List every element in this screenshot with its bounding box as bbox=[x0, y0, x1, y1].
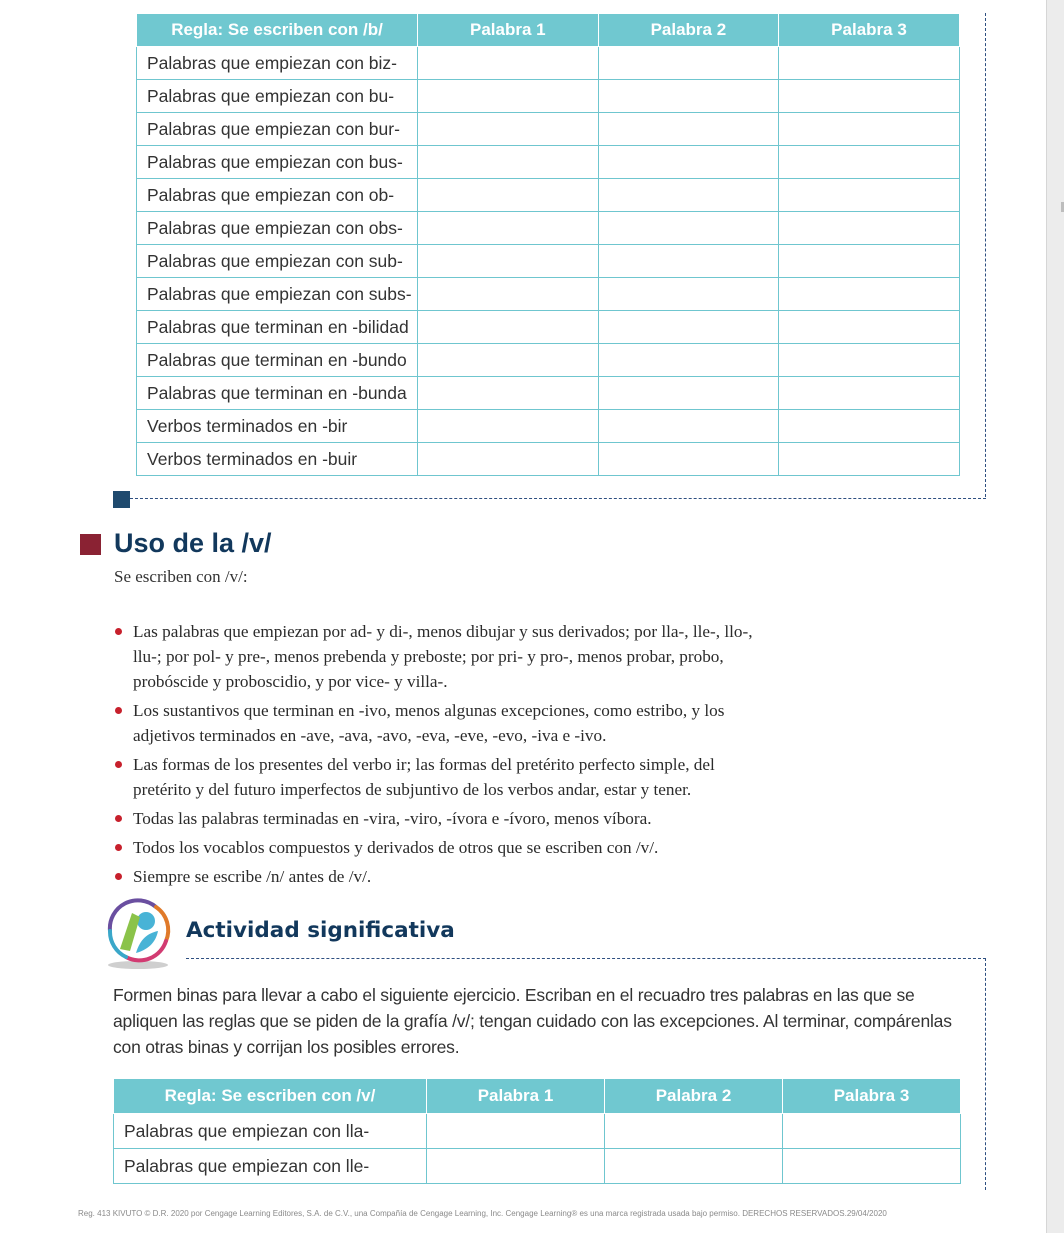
answer-cell[interactable] bbox=[598, 179, 779, 212]
rule-cell: Palabras que empiezan con bur- bbox=[137, 113, 418, 146]
answer-cell[interactable] bbox=[779, 47, 960, 80]
rule-cell: Palabras que empiezan con bus- bbox=[137, 146, 418, 179]
answer-cell[interactable] bbox=[779, 146, 960, 179]
rule-cell: Palabras que empiezan con biz- bbox=[137, 47, 418, 80]
table-row bbox=[137, 146, 960, 179]
table-row bbox=[137, 80, 960, 113]
rule-text: Siempre se escribe /n/ antes de /v/. bbox=[133, 867, 372, 886]
list-item bbox=[113, 806, 763, 831]
answer-cell[interactable] bbox=[418, 146, 599, 179]
answer-cell[interactable] bbox=[779, 212, 960, 245]
answer-cell[interactable] bbox=[598, 47, 779, 80]
bullet-icon bbox=[115, 873, 122, 880]
copyright-footer: Reg. 413 KIVUTO © D.R. 2020 por Cengage Learning Editores, S.A. de C.V., una Compañía de Cengage Learning, Inc. Cengage Learning® es una marca registrada usada bajo permiso. DERECHOS RESERVADOS.29/04/2020 bbox=[78, 1209, 887, 1218]
table-row bbox=[137, 47, 960, 80]
answer-cell[interactable] bbox=[418, 344, 599, 377]
answer-cell[interactable] bbox=[418, 311, 599, 344]
list-item bbox=[113, 619, 763, 694]
rule-cell: Palabras que empiezan con ob- bbox=[137, 179, 418, 212]
list-item bbox=[113, 864, 763, 889]
answer-cell[interactable] bbox=[418, 245, 599, 278]
activity-instructions: Formen binas para llevar a cabo el siguiente ejercicio. Escriban en el recuadro tres palabras en las que se apliquen las reglas que se piden de la grafía /v/; tengan cuidado con las excepciones. Al terminar, compárenlas con otras binas y corrijan los posibles errores. bbox=[113, 985, 952, 1057]
rule-text: Todas las palabras terminadas en -vira, -viro, -ívora e -ívoro, menos víbora. bbox=[133, 809, 652, 828]
table-row bbox=[137, 344, 960, 377]
answer-cell[interactable] bbox=[783, 1149, 961, 1184]
frame-line bbox=[130, 498, 986, 499]
list-item bbox=[113, 835, 763, 860]
rule-cell: Palabras que terminan en -bunda bbox=[137, 377, 418, 410]
rule-cell: Verbos terminados en -buir bbox=[137, 443, 418, 476]
rule-cell: Palabras que empiezan con lle- bbox=[114, 1149, 427, 1184]
answer-cell[interactable] bbox=[598, 278, 779, 311]
answer-cell[interactable] bbox=[779, 113, 960, 146]
table-header-row bbox=[137, 14, 960, 47]
answer-cell[interactable] bbox=[598, 80, 779, 113]
answer-cell[interactable] bbox=[779, 278, 960, 311]
answer-cell[interactable] bbox=[779, 443, 960, 476]
table-v-rules bbox=[113, 1078, 961, 1184]
activity-divider bbox=[186, 958, 986, 959]
rule-text: Los sustantivos que terminan en -ivo, menos algunas excepciones, como estribo, y los adjetivos terminados en -ave, -ava, -avo, -eva, -eve, -evo, -iva e -ivo. bbox=[133, 701, 725, 745]
rule-text: Las palabras que empiezan por ad- y di-, menos dibujar y sus derivados; por lla-, lle-, llo-, llu-; por pol- y pre-, menos prebenda y preboste; por pri- y pro-, menos probar, probo, probóscide y proboscidio, y por vice- y villa-. bbox=[133, 622, 753, 691]
answer-cell[interactable] bbox=[598, 146, 779, 179]
answer-cell[interactable] bbox=[598, 443, 779, 476]
table-row bbox=[137, 443, 960, 476]
rule-cell: Palabras que empiezan con bu- bbox=[137, 80, 418, 113]
frame-line bbox=[985, 13, 986, 497]
answer-cell[interactable] bbox=[418, 113, 599, 146]
header-word-2: Palabra 2 bbox=[598, 14, 779, 47]
answer-cell[interactable] bbox=[598, 377, 779, 410]
answer-cell[interactable] bbox=[779, 311, 960, 344]
bullet-icon bbox=[115, 707, 122, 714]
header-rule: Regla: Se escriben con /b/ bbox=[137, 14, 418, 47]
table-row bbox=[137, 212, 960, 245]
table-row bbox=[137, 113, 960, 146]
table-header-row bbox=[114, 1079, 961, 1114]
table-row bbox=[137, 377, 960, 410]
header-word-3: Palabra 3 bbox=[779, 14, 960, 47]
answer-cell[interactable] bbox=[418, 212, 599, 245]
header-word-2: Palabra 2 bbox=[605, 1079, 783, 1114]
answer-cell[interactable] bbox=[779, 245, 960, 278]
rules-list bbox=[113, 619, 763, 893]
table-row bbox=[114, 1114, 961, 1149]
answer-cell[interactable] bbox=[598, 344, 779, 377]
rule-cell: Palabras que empiezan con lla- bbox=[114, 1114, 427, 1149]
table-row bbox=[114, 1149, 961, 1184]
answer-cell[interactable] bbox=[598, 113, 779, 146]
section-intro: Se escriben con /v/: bbox=[114, 567, 248, 586]
answer-cell[interactable] bbox=[779, 377, 960, 410]
answer-cell[interactable] bbox=[418, 179, 599, 212]
bullet-icon bbox=[115, 628, 122, 635]
rule-text: Todos los vocablos compuestos y derivados de otros que se escriben con /v/. bbox=[133, 838, 659, 857]
answer-cell[interactable] bbox=[779, 179, 960, 212]
answer-cell[interactable] bbox=[598, 410, 779, 443]
table-row bbox=[137, 311, 960, 344]
bullet-icon bbox=[115, 844, 122, 851]
answer-cell[interactable] bbox=[779, 80, 960, 113]
bullet-icon bbox=[115, 761, 122, 768]
answer-cell[interactable] bbox=[418, 47, 599, 80]
table-b-rules bbox=[136, 13, 960, 476]
answer-cell[interactable] bbox=[779, 410, 960, 443]
answer-cell[interactable] bbox=[418, 377, 599, 410]
section-divider-marker bbox=[113, 491, 130, 508]
list-item bbox=[113, 752, 763, 802]
section-title: Uso de la /v/ bbox=[114, 528, 272, 558]
answer-cell[interactable] bbox=[598, 311, 779, 344]
answer-cell[interactable] bbox=[418, 278, 599, 311]
header-word-3: Palabra 3 bbox=[783, 1079, 961, 1114]
rule-cell: Verbos terminados en -bir bbox=[137, 410, 418, 443]
header-rule: Regla: Se escriben con /v/ bbox=[114, 1079, 427, 1114]
activity-title: Actividad significativa bbox=[186, 918, 455, 943]
rule-cell: Palabras que empiezan con subs- bbox=[137, 278, 418, 311]
table-row bbox=[137, 245, 960, 278]
answer-cell[interactable] bbox=[427, 1149, 605, 1184]
table-row bbox=[137, 278, 960, 311]
answer-cell[interactable] bbox=[418, 410, 599, 443]
table-row bbox=[137, 410, 960, 443]
rule-cell: Palabras que empiezan con obs- bbox=[137, 212, 418, 245]
list-item bbox=[113, 698, 763, 748]
answer-cell[interactable] bbox=[418, 80, 599, 113]
header-word-1: Palabra 1 bbox=[418, 14, 599, 47]
rule-cell: Palabras que terminan en -bilidad bbox=[137, 311, 418, 344]
answer-cell[interactable] bbox=[427, 1114, 605, 1149]
rule-text: Las formas de los presentes del verbo ir; las formas del pretérito perfecto simple, del pretérito y del futuro imperfectos de subjuntivo de los verbos andar, estar y tener. bbox=[133, 755, 715, 799]
rule-cell: Palabras que empiezan con sub- bbox=[137, 245, 418, 278]
answer-cell[interactable] bbox=[783, 1114, 961, 1149]
table-row bbox=[137, 179, 960, 212]
activity-logo-icon bbox=[96, 891, 178, 977]
answer-cell[interactable] bbox=[598, 212, 779, 245]
answer-cell[interactable] bbox=[418, 443, 599, 476]
frame-line bbox=[985, 958, 986, 1190]
answer-cell[interactable] bbox=[779, 344, 960, 377]
page-edge bbox=[1046, 0, 1064, 1233]
answer-cell[interactable] bbox=[605, 1114, 783, 1149]
answer-cell[interactable] bbox=[605, 1149, 783, 1184]
rule-cell: Palabras que terminan en -bundo bbox=[137, 344, 418, 377]
header-word-1: Palabra 1 bbox=[427, 1079, 605, 1114]
section-marker bbox=[80, 534, 101, 555]
bullet-icon bbox=[115, 815, 122, 822]
answer-cell[interactable] bbox=[598, 245, 779, 278]
